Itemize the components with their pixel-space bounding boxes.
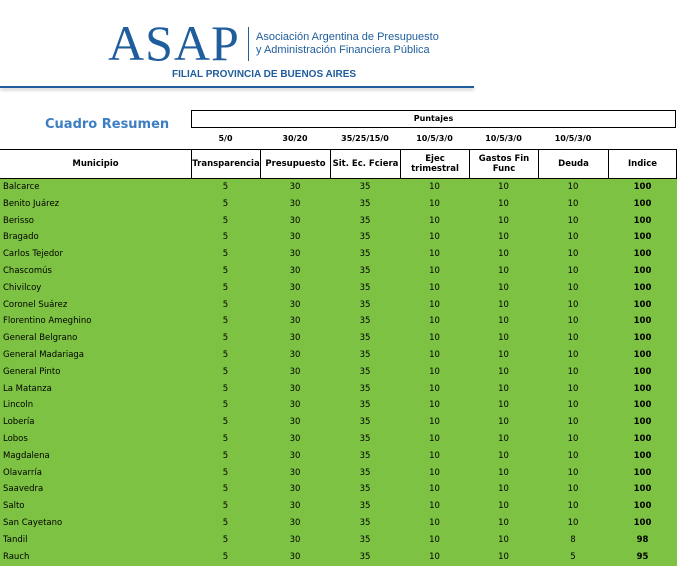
cell-municipio: Lincoln: [3, 400, 34, 411]
cell-transparencia: 5: [222, 434, 229, 444]
cell-sit-ec-fciera: 35: [359, 316, 371, 327]
cell-deuda: 10: [567, 518, 579, 528]
cell-deuda: 10: [567, 249, 579, 260]
cell-presupuesto: 30: [289, 383, 301, 394]
cell-transparencia: 5: [222, 232, 229, 243]
cell-ejec-trimestral: 10: [429, 366, 440, 377]
cell-indice: 100: [633, 501, 652, 512]
cell-transparencia: 5: [222, 366, 229, 377]
cell-presupuesto: 30: [289, 249, 301, 260]
cell-municipio: Chivilcoy: [3, 282, 42, 293]
cell-sit-ec-fciera: 35: [359, 484, 371, 495]
cell-gastos-fin-func: 10: [498, 467, 509, 478]
cell-municipio: Rauch: [3, 551, 30, 562]
cell-deuda: 10: [567, 232, 579, 243]
cell-sit-ec-fciera: 35: [359, 333, 371, 344]
cell-ejec-trimestral: 10: [429, 484, 440, 495]
cell-transparencia: 5: [222, 333, 229, 344]
page-title: Cuadro Resumen: [45, 117, 170, 132]
cell-transparencia: 5: [222, 518, 229, 528]
cell-deuda: 10: [567, 501, 579, 512]
cell-gastos-fin-func: 10: [498, 249, 509, 260]
table-row: [0, 347, 677, 364]
cell-transparencia: 5: [222, 450, 229, 461]
cell-sit-ec-fciera: 35: [359, 266, 371, 276]
cell-sit-ec-fciera: 35: [359, 198, 371, 209]
cell-ejec-trimestral: 10: [429, 551, 440, 562]
cell-indice: 100: [633, 316, 652, 327]
cell-sit-ec-fciera: 35: [359, 534, 371, 545]
asap-logo-text: ASAP: [108, 15, 240, 71]
cell-gastos-fin-func: 10: [498, 383, 509, 394]
cell-deuda: 8: [570, 534, 576, 545]
cell-presupuesto: 30: [289, 501, 301, 512]
puntajes-header: Puntajes: [191, 110, 676, 128]
cell-sit-ec-fciera: 35: [359, 232, 371, 243]
cell-sit-ec-fciera: 35: [359, 215, 371, 226]
column-header-ejec-trimestral: Ejec trimestral: [400, 150, 469, 178]
cell-transparencia: 5: [222, 198, 229, 209]
cell-indice: 100: [633, 366, 652, 377]
table-row: [0, 297, 677, 314]
cell-gastos-fin-func: 10: [498, 551, 509, 562]
cell-indice: 100: [633, 467, 652, 478]
cell-sit-ec-fciera: 35: [359, 518, 371, 528]
cell-deuda: 10: [567, 484, 579, 495]
cell-municipio: La Matanza: [3, 383, 52, 394]
cell-ejec-trimestral: 10: [429, 215, 440, 226]
cell-municipio: Lobos: [3, 434, 28, 444]
cell-presupuesto: 30: [289, 434, 301, 444]
cell-ejec-trimestral: 10: [429, 266, 440, 276]
cell-ejec-trimestral: 10: [429, 417, 440, 428]
table-row: [0, 364, 677, 381]
cell-deuda: 10: [567, 215, 579, 226]
cell-presupuesto: 30: [289, 182, 301, 192]
cell-ejec-trimestral: 10: [429, 198, 440, 209]
table-row: [0, 481, 677, 498]
cell-municipio: Bragado: [3, 232, 39, 243]
cell-ejec-trimestral: 10: [429, 434, 440, 444]
score-scale-ejec: 10/5/3/0: [416, 134, 453, 143]
cell-presupuesto: 30: [289, 232, 301, 243]
cell-gastos-fin-func: 10: [498, 333, 509, 344]
cell-gastos-fin-func: 10: [498, 198, 509, 209]
cell-indice: 100: [633, 299, 652, 310]
cell-presupuesto: 30: [289, 198, 301, 209]
table-row: [0, 179, 677, 196]
cell-indice: 100: [633, 434, 652, 444]
table-row: [0, 196, 677, 213]
cell-sit-ec-fciera: 35: [359, 501, 371, 512]
cell-sit-ec-fciera: 35: [359, 400, 371, 411]
cell-deuda: 10: [567, 333, 579, 344]
cell-presupuesto: 30: [289, 534, 301, 545]
cell-transparencia: 5: [222, 299, 229, 310]
cell-ejec-trimestral: 10: [429, 450, 440, 461]
cell-sit-ec-fciera: 35: [359, 467, 371, 478]
cell-presupuesto: 30: [289, 266, 301, 276]
cell-deuda: 10: [567, 316, 579, 327]
score-scale-sit-ec: 35/25/15/0: [341, 134, 389, 143]
cell-gastos-fin-func: 10: [498, 282, 509, 293]
cell-indice: 100: [633, 249, 652, 260]
table-row: [0, 465, 677, 482]
cell-indice: 100: [633, 484, 652, 495]
cell-indice: 100: [633, 350, 652, 360]
cell-presupuesto: 30: [289, 551, 301, 562]
score-scale-deuda: 10/5/3/0: [554, 134, 592, 143]
cell-transparencia: 5: [222, 350, 229, 360]
table-row: [0, 397, 677, 414]
cell-presupuesto: 30: [289, 282, 301, 293]
cell-sit-ec-fciera: 35: [359, 182, 371, 192]
organization-name-line2: y Administración Financiera Pública: [256, 44, 430, 56]
cell-ejec-trimestral: 10: [429, 282, 440, 293]
cell-deuda: 10: [567, 350, 579, 360]
header-rule: [0, 86, 474, 88]
table-row: [0, 448, 677, 465]
cell-municipio: Olavarría: [3, 467, 42, 478]
cell-sit-ec-fciera: 35: [359, 551, 371, 562]
cell-indice: 100: [633, 198, 652, 209]
cell-sit-ec-fciera: 35: [359, 299, 371, 310]
cell-indice: 100: [633, 333, 652, 344]
table-row: [0, 549, 677, 566]
cell-municipio: Magdalena: [3, 450, 50, 461]
cell-municipio: San Cayetano: [3, 518, 63, 528]
cell-sit-ec-fciera: 35: [359, 434, 371, 444]
cell-indice: 100: [633, 518, 652, 528]
cell-municipio: Berisso: [3, 215, 34, 226]
cell-indice: 100: [633, 182, 652, 192]
table-row: [0, 431, 677, 448]
cell-deuda: 10: [567, 450, 579, 461]
cell-municipio: General Pinto: [3, 366, 61, 377]
cell-ejec-trimestral: 10: [429, 182, 440, 192]
cell-transparencia: 5: [222, 484, 229, 495]
table-header: [0, 149, 677, 179]
cell-ejec-trimestral: 10: [429, 316, 440, 327]
cell-municipio: Balcarce: [3, 182, 40, 192]
table-row: [0, 213, 677, 230]
cell-gastos-fin-func: 10: [498, 518, 509, 528]
cell-transparencia: 5: [222, 501, 229, 512]
cell-presupuesto: 30: [289, 350, 301, 360]
cell-indice: 100: [633, 417, 652, 428]
filial-label: FILIAL PROVINCIA DE BUENOS AIRES: [172, 69, 357, 80]
column-header-deuda: Deuda: [538, 150, 608, 178]
table-row: [0, 532, 677, 549]
cell-ejec-trimestral: 10: [429, 249, 440, 260]
cell-deuda: 10: [567, 299, 579, 310]
cell-transparencia: 5: [222, 534, 229, 545]
cell-presupuesto: 30: [289, 400, 301, 411]
cell-presupuesto: 30: [289, 417, 301, 428]
cell-presupuesto: 30: [289, 450, 301, 461]
cell-transparencia: 5: [222, 551, 229, 562]
cell-gastos-fin-func: 10: [498, 434, 509, 444]
cell-municipio: Lobería: [3, 417, 35, 428]
cell-gastos-fin-func: 10: [498, 534, 509, 545]
cell-ejec-trimestral: 10: [429, 350, 440, 360]
cell-gastos-fin-func: 10: [498, 316, 509, 327]
cell-ejec-trimestral: 10: [429, 383, 440, 394]
organization-name-line1: Asociación Argentina de Presupuesto: [256, 31, 439, 43]
column-header-municipio: Municipio: [72, 159, 119, 169]
cell-deuda: 10: [567, 366, 579, 377]
cell-deuda: 10: [567, 383, 579, 394]
cell-gastos-fin-func: 10: [498, 400, 509, 411]
score-scale-presupuesto: 30/20: [282, 134, 308, 143]
cell-sit-ec-fciera: 35: [359, 350, 371, 360]
cell-municipio: General Madariaga: [3, 350, 85, 360]
cell-gastos-fin-func: 10: [498, 266, 509, 276]
cell-municipio: Chascomús: [3, 266, 52, 276]
table-row: [0, 229, 677, 246]
cell-deuda: 10: [567, 467, 579, 478]
cell-ejec-trimestral: 10: [429, 518, 440, 528]
cell-ejec-trimestral: 10: [429, 501, 440, 512]
cell-gastos-fin-func: 10: [498, 366, 509, 377]
table-body: [0, 179, 677, 566]
cell-sit-ec-fciera: 35: [359, 383, 371, 394]
cell-ejec-trimestral: 10: [429, 534, 440, 545]
table-row: [0, 414, 677, 431]
cell-presupuesto: 30: [289, 366, 301, 377]
cell-ejec-trimestral: 10: [429, 299, 440, 310]
table-row: [0, 263, 677, 280]
organization-name: [256, 31, 439, 57]
cell-deuda: 10: [567, 417, 579, 428]
cell-presupuesto: 30: [289, 333, 301, 344]
cell-presupuesto: 30: [289, 299, 301, 310]
cell-sit-ec-fciera: 35: [359, 450, 371, 461]
cell-presupuesto: 30: [289, 518, 301, 528]
column-header-gastos-fin-func: Gastos Fin Func: [469, 150, 538, 178]
logo-divider: [248, 27, 249, 61]
cell-municipio: Benito Juárez: [3, 198, 60, 209]
column-header-indice: Indice: [608, 150, 677, 178]
cell-indice: 100: [633, 400, 652, 411]
cell-indice: 100: [633, 450, 652, 461]
cell-indice: 100: [633, 383, 652, 394]
cell-municipio: Salto: [3, 501, 25, 512]
cell-gastos-fin-func: 10: [498, 417, 509, 428]
cell-gastos-fin-func: 10: [498, 182, 509, 192]
table-row: [0, 498, 677, 515]
cell-ejec-trimestral: 10: [429, 232, 440, 243]
cell-sit-ec-fciera: 35: [359, 366, 371, 377]
cell-transparencia: 5: [222, 249, 229, 260]
cell-gastos-fin-func: 10: [498, 232, 509, 243]
cell-sit-ec-fciera: 35: [359, 282, 371, 293]
cell-indice: 98: [636, 534, 649, 545]
cell-transparencia: 5: [222, 383, 229, 394]
cell-indice: 100: [633, 266, 652, 276]
score-scale-gastos: 10/5/3/0: [485, 134, 522, 143]
cell-indice: 100: [633, 215, 652, 226]
cell-transparencia: 5: [222, 316, 229, 327]
cell-gastos-fin-func: 10: [498, 501, 509, 512]
column-header-sit-ec-fciera: Sit. Ec. Fciera: [330, 150, 400, 178]
table-row: [0, 515, 677, 532]
cell-ejec-trimestral: 10: [429, 333, 440, 344]
cell-transparencia: 5: [222, 400, 229, 411]
score-scale-transparencia: 5/0: [218, 134, 233, 143]
table-row: [0, 330, 677, 347]
cell-deuda: 5: [570, 551, 576, 562]
column-header-presupuesto: Presupuesto: [260, 150, 330, 178]
cell-ejec-trimestral: 10: [429, 400, 440, 411]
cell-transparencia: 5: [222, 182, 229, 192]
cell-deuda: 10: [567, 182, 579, 192]
cell-transparencia: 5: [222, 266, 229, 276]
cell-transparencia: 5: [222, 215, 229, 226]
cell-municipio: General Belgrano: [3, 333, 78, 344]
cell-gastos-fin-func: 10: [498, 450, 509, 461]
cell-gastos-fin-func: 10: [498, 484, 509, 495]
table-row: [0, 381, 677, 398]
cell-transparencia: 5: [222, 417, 229, 428]
table-row: [0, 313, 677, 330]
cell-ejec-trimestral: 10: [429, 467, 440, 478]
table-row: [0, 246, 677, 263]
cell-indice: 95: [636, 551, 649, 562]
cell-municipio: Coronel Suárez: [3, 299, 68, 310]
cell-indice: 100: [633, 232, 652, 243]
cell-deuda: 10: [567, 198, 579, 209]
cell-deuda: 10: [567, 400, 579, 411]
cell-deuda: 10: [567, 434, 579, 444]
cell-presupuesto: 30: [289, 316, 301, 327]
cell-sit-ec-fciera: 35: [359, 249, 371, 260]
column-header-transparencia: Transparencia: [191, 150, 260, 178]
cell-gastos-fin-func: 10: [498, 350, 509, 360]
cell-gastos-fin-func: 10: [498, 215, 509, 226]
cell-transparencia: 5: [222, 467, 229, 478]
cell-municipio: Tandil: [3, 534, 28, 545]
cell-gastos-fin-func: 10: [498, 299, 509, 310]
cell-presupuesto: 30: [289, 215, 301, 226]
cell-presupuesto: 30: [289, 467, 301, 478]
score-scale-row: [191, 130, 677, 148]
cell-municipio: Florentino Ameghino: [3, 316, 92, 327]
cell-sit-ec-fciera: 35: [359, 417, 371, 428]
cell-deuda: 10: [567, 282, 579, 293]
cell-municipio: Saavedra: [3, 484, 44, 495]
cell-deuda: 10: [567, 266, 579, 276]
cell-indice: 100: [633, 282, 652, 293]
table-row: [0, 280, 677, 297]
cell-municipio: Carlos Tejedor: [3, 249, 63, 260]
cell-presupuesto: 30: [289, 484, 301, 495]
cell-transparencia: 5: [222, 282, 229, 293]
